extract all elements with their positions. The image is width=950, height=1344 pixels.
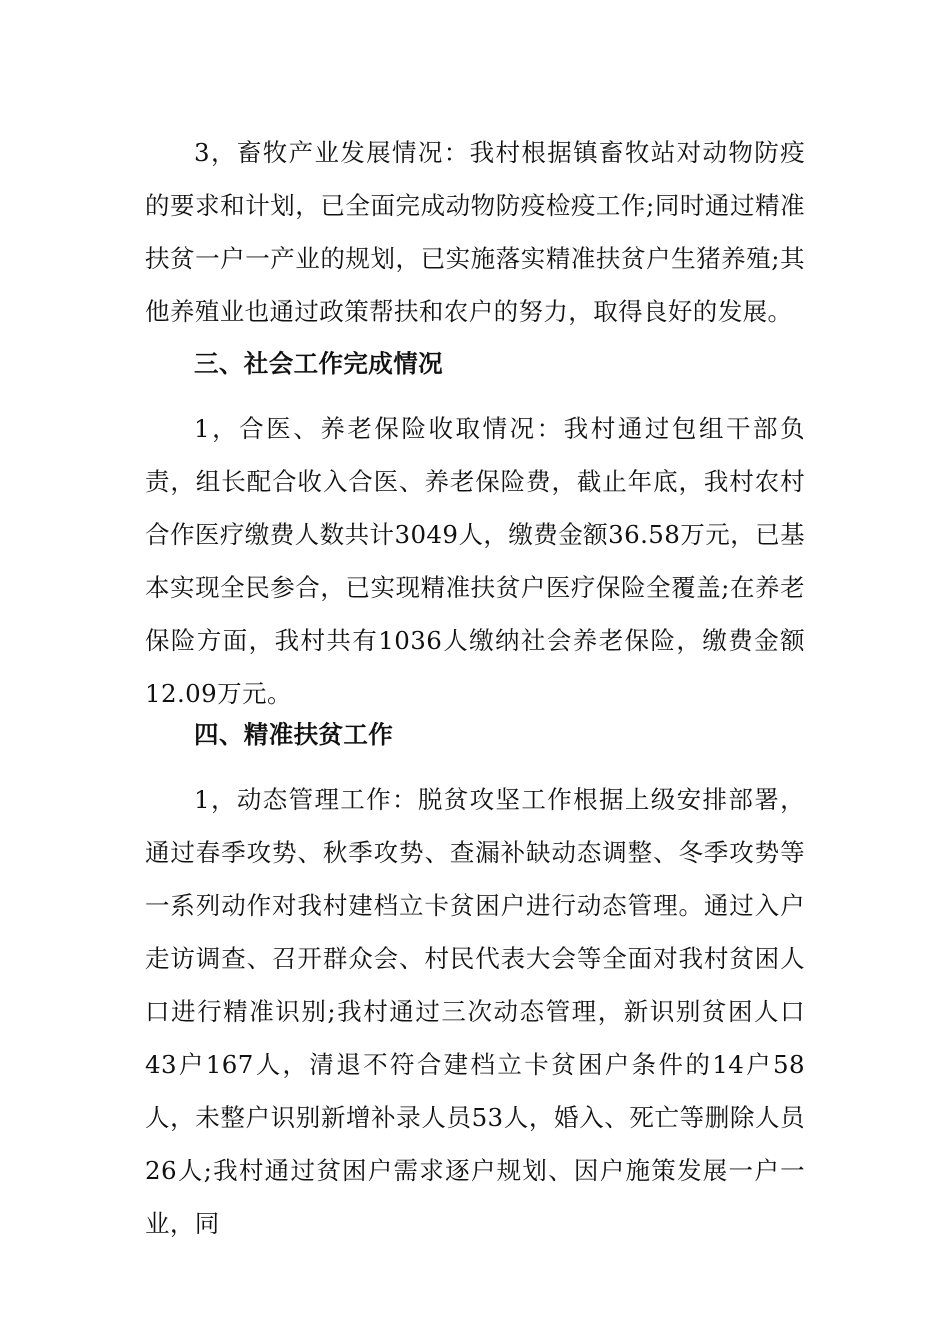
heading-poverty-alleviation: 四、精准扶贫工作 [194,720,394,749]
heading-social-work: 三、社会工作完成情况 [194,349,443,378]
paragraph-dynamic-management: 1，动态管理工作：脱贫攻坚工作根据上级安排部署，通过春季攻势、秋季攻势、查漏补缺动态调整、冬季攻势等一系列动作对我村建档立卡贫困户进行动态管理。通过入户走访调查、召开群众会、村民代表大会等全面对我村贫困人口进行精准识别;我村通过三次动态管理，新识别贫困人口43户167人，清退不符合建档立卡贫困户条件的14户58人，未整户识别新增补录人员53人，婚入、死亡等删除人员26人;我村通过贫困户需求逐户规划、因户施策发展一户一业，同 [145,785,805,1238]
paragraph-livestock-industry: 3，畜牧产业发展情况：我村根据镇畜牧站对动物防疫的要求和计划，已全面完成动物防疫检疫工作;同时通过精准扶贫一户一产业的规划，已实施落实精准扶贫户生猪养殖;其他养殖业也通过政策帮扶和农户的努力，取得良好的发展。 [145,138,805,326]
paragraph-insurance-collection: 1，合医、养老保险收取情况：我村通过包组干部负责，组长配合收入合医、养老保险费，截止年底，我村农村合作医疗缴费人数共计3049人，缴费金额36.58万元，已基本实现全民参合，已实现精准扶贫户医疗保险全覆盖;在养老保险方面，我村共有1036人缴纳社会养老保险，缴费金额12.09万元。 [145,414,805,708]
